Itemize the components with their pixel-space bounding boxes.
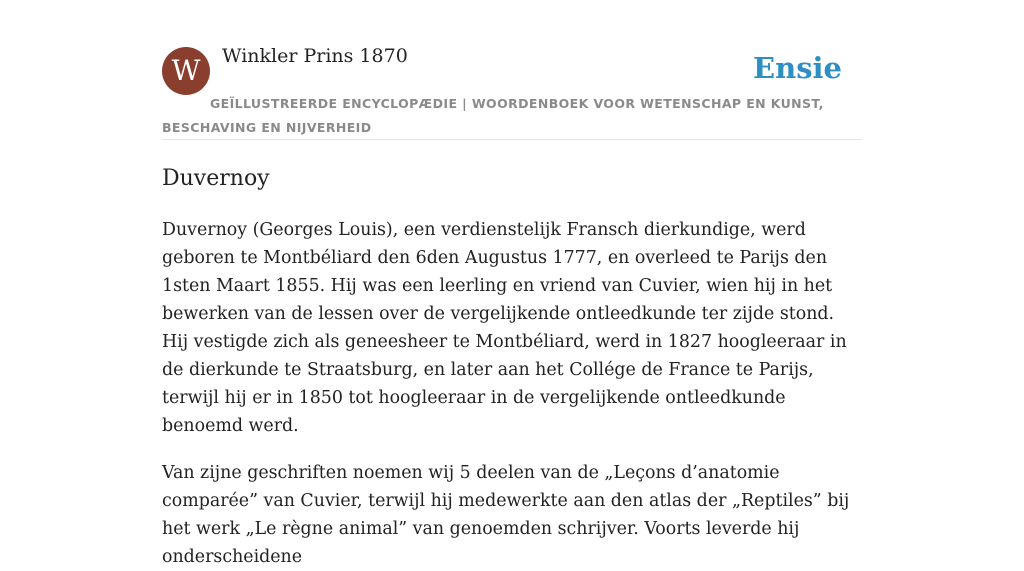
article-paragraph-2: Van zijne geschriften noemen wij 5 deelen van de „Leçons d’anatomie comparée” van Cuvier, terwijl hij medewerkte aan den atlas der „Reptiles” bij het werk „Le règne animal” van genoemden schrijver. Voorts leverde hij onderscheidene bbox=[162, 463, 850, 567]
article-paragraph-1: Duvernoy (Georges Louis), een verdienstelijk Fransch dierkundige, werd geboren te Montbéliard den 6den Augustus 1777, en overleed te Parijs den 1sten Maart 1855. Hij was een leerling en vriend van Cuvier, wien hij in het bewerken van de lessen over de vergelijkende ontleedkunde ter zijde stond. Hij vestigde zich als geneesheer te Montbéliard, werd in 1827 hoogleeraar in de dierkunde te Straatsburg, en later aan het Collége de France te Parijs, terwijl hij er in 1850 tot hoogleeraar in de vergelijkende ontleedkunde benoemd werd. bbox=[162, 220, 847, 436]
article-title: Duvernoy bbox=[162, 166, 270, 191]
source-title-link[interactable]: Winkler Prins 1870 bbox=[222, 45, 408, 67]
ensie-logo[interactable]: Ensie bbox=[753, 51, 842, 85]
content-column bbox=[162, 0, 862, 571]
source-subtitle: GEÏLLUSTREERDE ENCYCLOPÆDIE | WOORDENBOEK VOOR WETENSCHAP EN KUNST, BESCHAVING EN NIJVERHEID bbox=[162, 96, 824, 135]
source-avatar[interactable]: W bbox=[162, 47, 210, 95]
source-header bbox=[162, 0, 862, 140]
